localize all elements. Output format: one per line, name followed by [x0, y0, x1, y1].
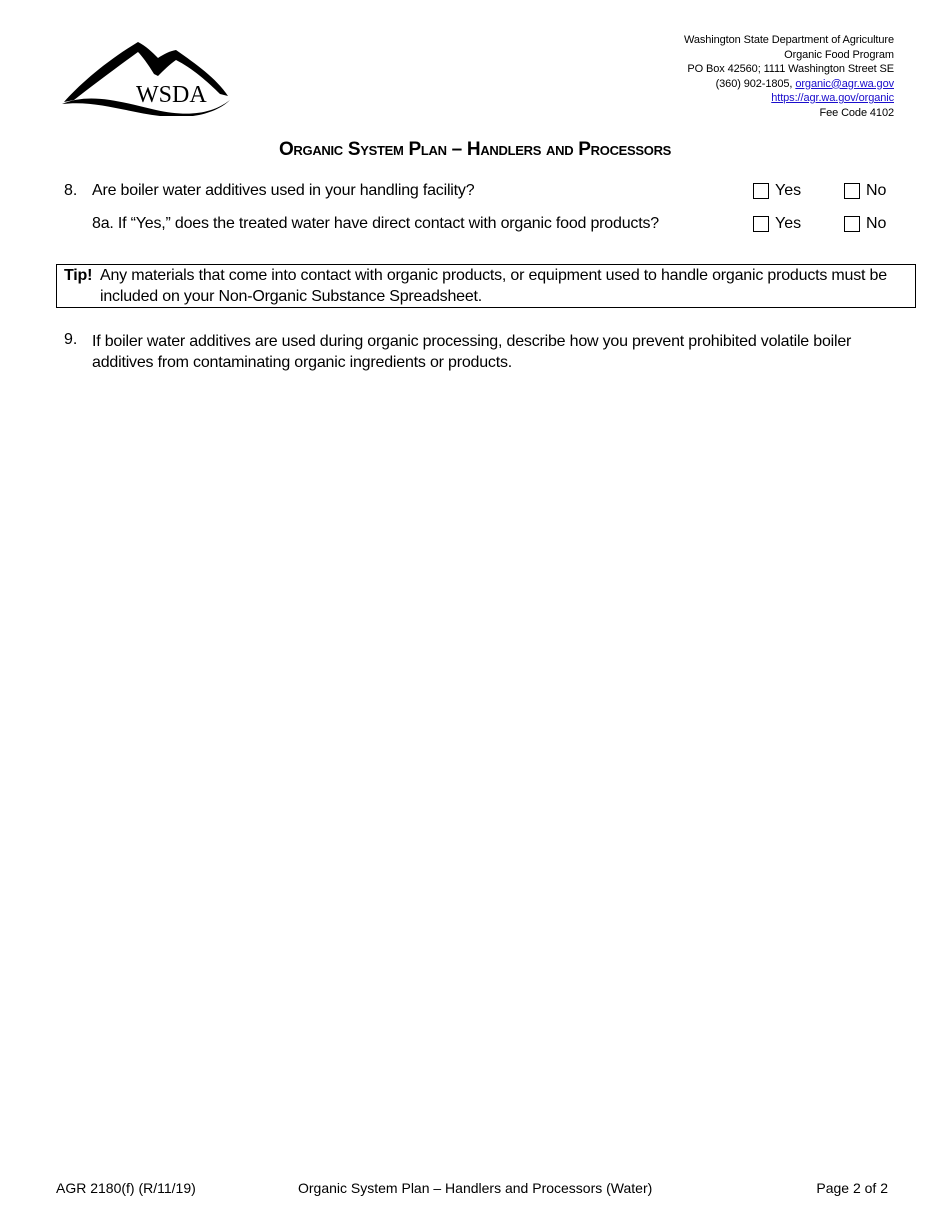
- footer-page-number: Page 2 of 2: [816, 1180, 888, 1196]
- q8-yes-checkbox[interactable]: [753, 182, 801, 200]
- q8a-no-checkbox[interactable]: [844, 215, 886, 233]
- q8a-yes-checkbox[interactable]: [753, 215, 801, 233]
- q8a-yes-label: Yes: [775, 215, 802, 232]
- question-9-number: 9.: [64, 331, 78, 348]
- page-title: Organic System Plan – Handlers and Processors: [278, 139, 672, 160]
- checkbox-box[interactable]: [753, 216, 769, 232]
- email-link[interactable]: organic@agr.wa.gov: [795, 77, 894, 90]
- program-name: Organic Food Program: [784, 48, 894, 61]
- wsda-logo: [60, 38, 232, 116]
- footer-form-number: AGR 2180(f) (R/11/19): [56, 1180, 196, 1196]
- phone-number: (360) 902-1805,: [715, 77, 796, 90]
- fee-code: Fee Code 4102: [819, 106, 894, 119]
- checkbox-box[interactable]: [844, 216, 860, 232]
- website-line: [684, 91, 894, 106]
- question-9-text: If boiler water additives are used during organic processing, describe how you prevent prohibited volatile boiler additives from contaminating organic ingredients or products.: [92, 333, 852, 371]
- q8-no-label: No: [866, 182, 887, 199]
- tip-label: Tip!: [64, 267, 93, 284]
- q8-yes-label: Yes: [775, 182, 802, 199]
- logo-text: WSDA: [136, 82, 207, 108]
- agency-contact-block: [684, 33, 894, 120]
- question-8-text: Are boiler water additives used in your handling facility?: [92, 182, 475, 199]
- mailing-address: PO Box 42560; 1111 Washington Street SE: [687, 63, 894, 75]
- checkbox-box[interactable]: [844, 183, 860, 199]
- footer-form-title: Organic System Plan – Handlers and Processors (Water): [298, 1180, 653, 1196]
- checkbox-box[interactable]: [753, 183, 769, 199]
- question-8-number: 8.: [64, 182, 78, 199]
- phone-email-line: [684, 77, 894, 92]
- q8a-no-label: No: [866, 215, 887, 232]
- q8-no-checkbox[interactable]: [844, 182, 886, 200]
- question-8a-text: 8a. If “Yes,” does the treated water have direct contact with organic food products?: [92, 215, 659, 232]
- tip-text-line-1: Any materials that come into contact with organic products, or equipment used to handle organic products must be: [100, 267, 887, 284]
- tip-text-line-2: included on your Non-Organic Substance Spreadsheet.: [100, 288, 483, 305]
- website-link[interactable]: https://agr.wa.gov/organic: [771, 92, 894, 104]
- tip-box: [56, 264, 916, 308]
- agency-name: Washington State Department of Agriculture: [683, 34, 894, 46]
